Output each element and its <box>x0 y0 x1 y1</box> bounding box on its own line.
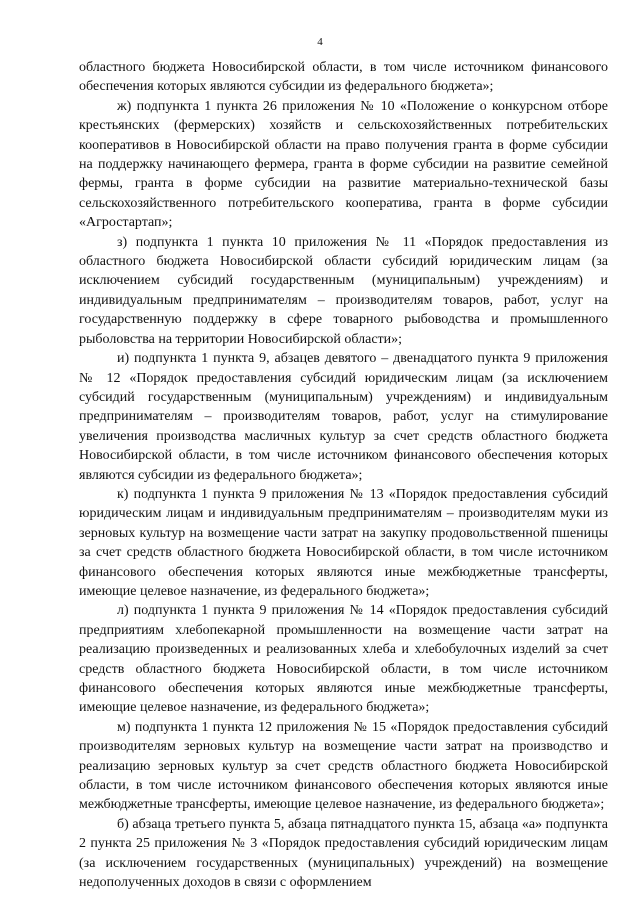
paragraph-item-l: л) подпункта 1 пункта 9 приложения № 14 «Порядок предоставления субсидий предприятиям хлебопекарной промышленности на возмещение части затрат на реализацию произведенных и реализованных хлеба и хлебобулочных изделий за счет средств областного бюджета Новосибирской области, в том числе источником финансового обеспечения которых являются иные межбюджетные трансферты, имеющие целевое назначение, из федерального бюджета»; <box>79 603 608 716</box>
document-body <box>79 58 608 892</box>
paragraph-item-m: м) подпункта 1 пункта 12 приложения № 15 «Порядок предоставления субсидий производителям зерновых культур на возмещение части затрат на производство и реализацию зерновых культур за счет средств областного бюджета Новосибирской области, в том числе источником финансового обеспечения которых являются иные межбюджетные трансферты, имеющие целевое назначение, из федерального бюджета»; <box>79 719 608 813</box>
paragraph-item-b: б) абзаца третьего пункта 5, абзаца пятнадцатого пункта 15, абзаца «а» подпункта 2 пункта 25 приложения № 3 «Порядок предоставления субсидий юридическим лицам (за исключением государственных (муниципальных) учреждений) на возмещение недополученных доходов в связи с оформлением <box>79 816 608 891</box>
paragraph-item-k: к) подпункта 1 пункта 9 приложения № 13 «Порядок предоставления субсидий юридическим лицам и индивидуальным предпринимателям – производителям муки из зерновых культур на возмещение части затрат на закупку продовольственной пшеницы за счет средств областного бюджета Новосибирской области, в том числе источником финансового обеспечения которых являются иные межбюджетные трансферты, имеющие целевое назначение, из федерального бюджета»; <box>79 486 608 599</box>
paragraph-item-z: з) подпункта 1 пункта 10 приложения № 11 «Порядок предоставления из областного бюджета Новосибирской области субсидий юридическим лицам (за исключением субсидий государственным (муниципальным) учреждениям) и индивидуальным предпринимателям – производителям товаров, работ, услуг на государственную поддержку в сфере товарного рыбоводства и промышленного рыболовства на территории Новосибирской области»; <box>79 234 608 347</box>
paragraph-item-zh: ж) подпункта 1 пункта 26 приложения № 10 «Положение о конкурсном отборе крестьянских (фермерских) хозяйств и сельскохозяйственных потребительских кооперативов в Новосибирской области на право получения гранта в форме субсидии на поддержку начинающего фермера, гранта в форме субсидии на развитие семейной фермы, гранта в форме субсидии на развитие материально-технической базы сельскохозяйственного потребительского кооператива, гранта в форме субсидии «Агростартап»; <box>79 98 608 231</box>
paragraph-item-i: и) подпункта 1 пункта 9, абзацев девятого – двенадцатого пункта 9 приложения № 12 «Порядок предоставления субсидий юридическим лицам (за исключением субсидий государственным (муниципальным) учреждениям) и индивидуальным предпринимателям – производителям товаров, работ, услуг на стимулирование увеличения производства масличных культур за счет средств областного бюджета Новосибирской области, в том числе источником финансового обеспечения которых являются субсидии из федерального бюджета»; <box>79 351 608 483</box>
page-number: 4 <box>317 36 323 48</box>
paragraph-continuation: областного бюджета Новосибирской области, в том числе источником финансового обеспечения которых являются субсидии из федерального бюджета»; <box>79 60 608 95</box>
